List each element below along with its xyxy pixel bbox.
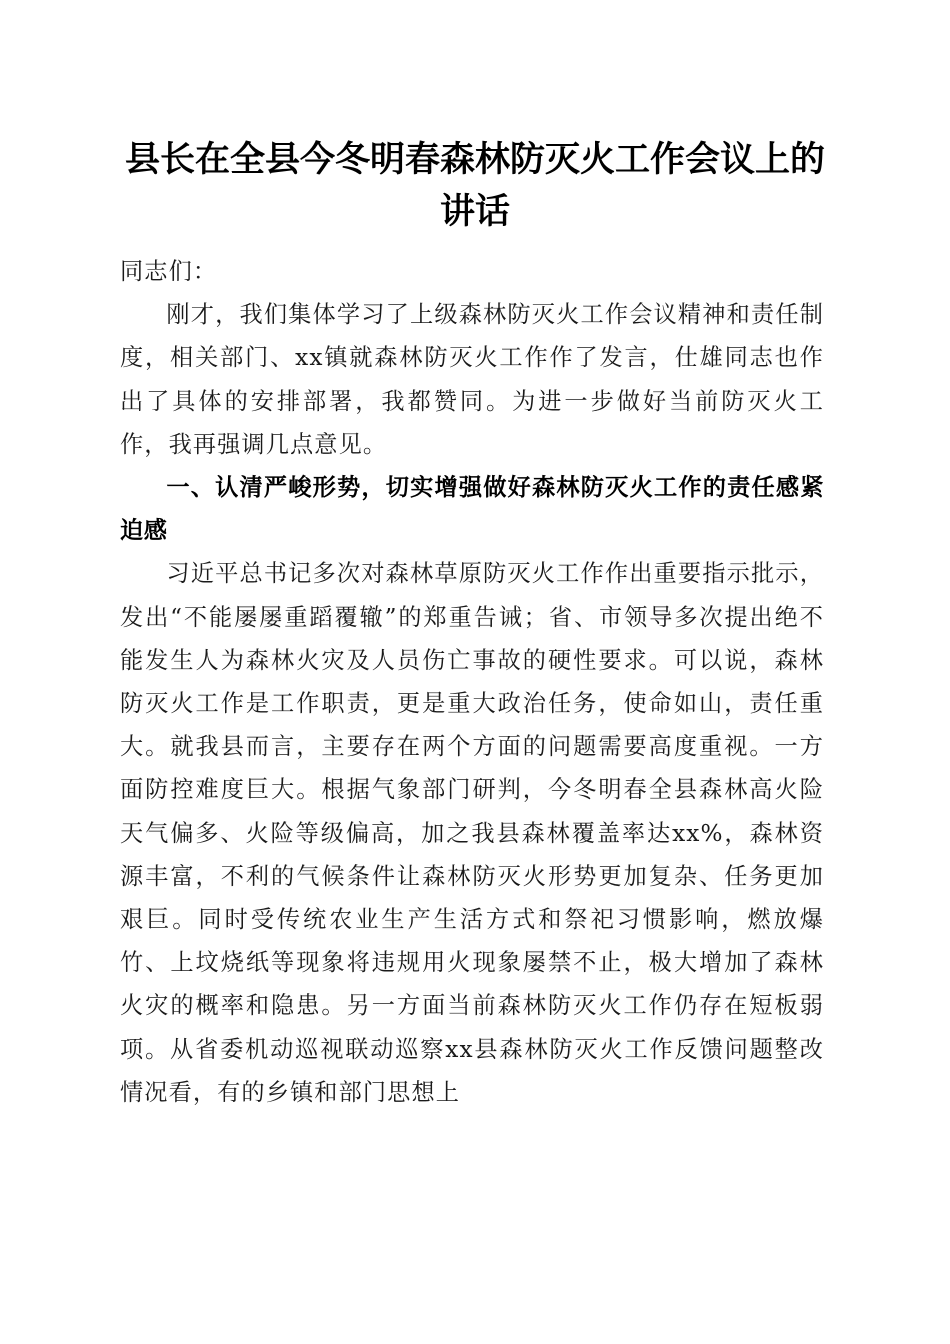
paragraph-situation: 习近平总书记多次对森林草原防灭火工作作出重要指示批示，发出“不能屡屡重蹈覆辙”的郑重告诫；省、市领导多次提出绝不能发生人为森林火灾及人员伤亡事故的硬性要求。可以说，森林防灭火工作是工作职责，更是重大政治任务，使命如山，责任重大。就我县而言，主要存在两个方面的问题需要高度重视。一方面防控难度巨大。根据气象部门研判，今冬明春全县森林高火险天气偏多、火险等级偏高，加之我县森林覆盖率达xx%，森林资源丰富，不利的气候条件让森林防灭火形势更加复杂、任务更加艰巨。同时受传统农业生产生活方式和祭祀习惯影响，燃放爆竹、上坟烧纸等现象将违规用火现象屡禁不止，极大增加了森林火灾的概率和隐患。另一方面当前森林防灭火工作仍存在短板弱项。从省委机动巡视联动巡察xx县森林防灭火工作反馈问题整改情况看，有的乡镇和部门思想上 — [120, 560, 824, 1106]
title-line-2: 讲话 — [439, 191, 510, 232]
paragraph-opening: 刚才，我们集体学习了上级森林防灭火工作会议精神和责任制度，相关部门、xx镇就森林防灭火工作作了发言，仕雄同志也作出了具体的安排部署，我都赞同。为进一步做好当前防灭火工作，我再强调几点意见。 — [120, 301, 824, 458]
title-line-1: 县长在全县今冬明春森林防灭火工作会议上的 — [124, 139, 825, 180]
salutation: 同志们： — [120, 258, 218, 285]
document-body — [120, 250, 824, 1114]
section-heading-1: 一、认清严峻形势，切实增强做好森林防灭火工作的责任感紧迫感 — [120, 474, 824, 545]
document-title — [110, 134, 840, 238]
